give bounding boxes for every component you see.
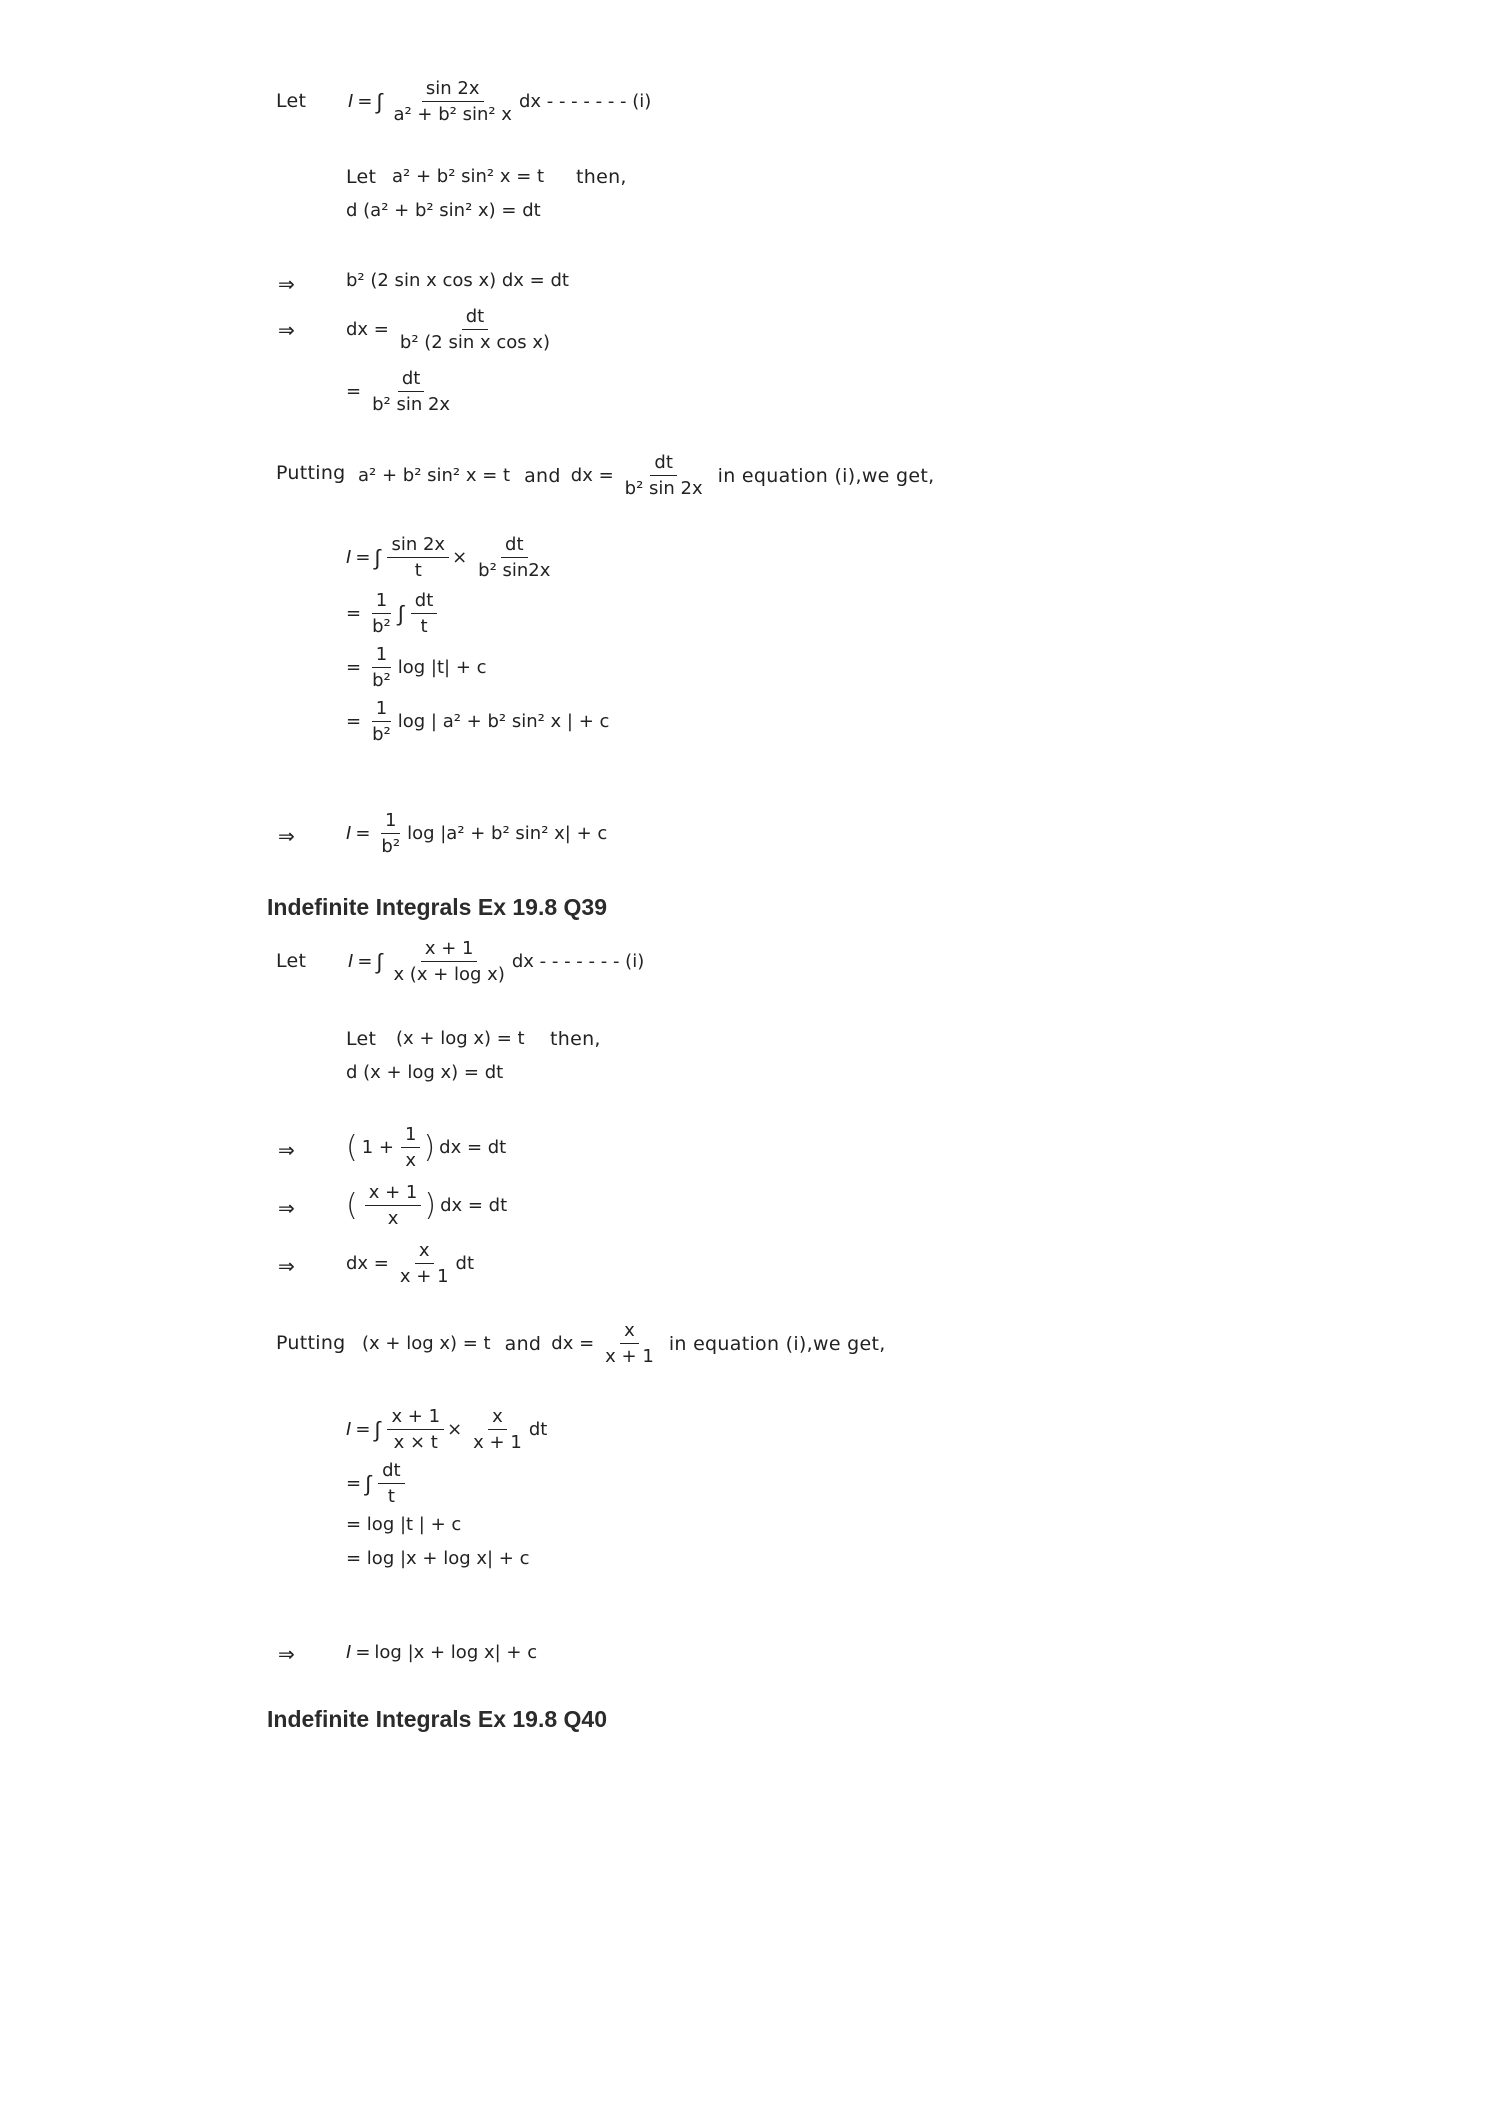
expression: log |x + log x| + c xyxy=(374,1642,538,1663)
fraction xyxy=(368,698,395,745)
fraction xyxy=(621,452,707,499)
equals: = xyxy=(357,91,373,112)
numerator: sin 2x xyxy=(422,78,484,102)
differential-line: d (a² + b² sin² x) = dt xyxy=(346,200,541,221)
fraction xyxy=(368,644,395,691)
numerator: dt xyxy=(501,534,527,558)
implies-arrow: ⇒ xyxy=(278,1642,295,1666)
denominator: t xyxy=(387,1486,395,1507)
and-label: and xyxy=(504,1332,542,1355)
var-I: I xyxy=(348,91,354,112)
dx-label: dx = xyxy=(551,1333,595,1354)
expression: log |a² + b² sin² x| + c xyxy=(407,823,608,844)
integral-sign: ∫ xyxy=(397,601,404,627)
expression: (x + log x) = t xyxy=(362,1333,491,1354)
equals: = xyxy=(355,823,371,844)
denominator: x + 1 xyxy=(605,1346,654,1367)
final-result xyxy=(346,1642,541,1663)
equals: = xyxy=(346,1473,362,1494)
expression: dt xyxy=(528,1419,548,1440)
and-label: and xyxy=(524,464,561,487)
substitution-expression: a² + b² sin² x = t xyxy=(392,166,545,187)
equals: = xyxy=(357,951,373,972)
var-I: I xyxy=(348,951,354,972)
denominator: x × t xyxy=(393,1432,438,1453)
fraction xyxy=(389,938,508,985)
result-1 xyxy=(346,534,557,581)
numerator: sin 2x xyxy=(387,534,449,558)
right-paren: ) xyxy=(423,1129,436,1165)
substitution-expression: (x + log x) = t xyxy=(396,1028,525,1049)
fraction xyxy=(401,1124,420,1171)
implies-arrow: ⇒ xyxy=(278,1196,295,1220)
substitution-let: Let xyxy=(346,1028,377,1050)
step-2 xyxy=(346,306,557,353)
step-1 xyxy=(346,1124,510,1171)
numerator: 1 xyxy=(372,644,391,668)
denominator: x + 1 xyxy=(473,1432,522,1453)
numerator: dt xyxy=(398,368,424,392)
integral-sign: ∫ xyxy=(374,545,381,571)
var-I: I xyxy=(346,823,352,844)
expression: dx = dt xyxy=(439,1137,507,1158)
numerator: x + 1 xyxy=(365,1182,422,1206)
numerator: 1 xyxy=(401,1124,420,1148)
equals: = xyxy=(346,381,362,402)
fraction xyxy=(368,590,395,637)
numerator: dt xyxy=(650,452,676,476)
expression: log | a² + b² sin² x | + c xyxy=(397,711,610,732)
fraction xyxy=(474,534,554,581)
putting-label: Putting xyxy=(276,1332,346,1354)
implies-arrow: ⇒ xyxy=(278,272,295,296)
denominator: x + 1 xyxy=(399,1266,449,1287)
result-3: = log |t | + c xyxy=(346,1514,462,1535)
left-paren: ( xyxy=(346,1187,358,1223)
result-3 xyxy=(346,644,491,691)
expression: a² + b² sin² x = t xyxy=(358,465,511,486)
expression: dx = dt xyxy=(440,1195,508,1216)
fraction xyxy=(469,1406,526,1453)
fraction xyxy=(377,810,404,857)
step-2 xyxy=(346,1182,511,1229)
let-label: Let xyxy=(276,950,307,972)
final-result xyxy=(346,810,611,857)
integral-sign: ∫ xyxy=(374,1417,381,1443)
denominator: b² sin2x xyxy=(478,560,551,581)
fraction xyxy=(389,78,516,125)
denominator: b² xyxy=(381,836,401,857)
dx-label: dx = xyxy=(570,465,614,486)
fraction xyxy=(411,590,437,637)
fraction xyxy=(396,1240,453,1287)
denominator: x xyxy=(405,1150,417,1171)
denominator: b² xyxy=(372,616,391,637)
expression: 1 + xyxy=(361,1137,394,1158)
fraction xyxy=(368,368,454,415)
fraction xyxy=(378,1460,404,1507)
numerator: x xyxy=(415,1240,434,1264)
denominator: t xyxy=(420,616,428,637)
denominator: x xyxy=(387,1208,399,1229)
denominator: a² + b² sin² x xyxy=(393,104,512,125)
then-label: then, xyxy=(550,1028,601,1050)
result-4: = log |x + log x| + c xyxy=(346,1548,530,1569)
fraction xyxy=(387,1406,444,1453)
equals: = xyxy=(355,1419,371,1440)
equation-i xyxy=(348,78,655,125)
equals: = xyxy=(346,711,362,732)
var-I: I xyxy=(346,1642,352,1663)
equation-tag: dx - - - - - - - (i) xyxy=(518,91,652,112)
step-3 xyxy=(346,368,457,415)
numerator: x + 1 xyxy=(387,1406,444,1430)
step-3 xyxy=(346,1240,478,1287)
section-heading-q39: Indefinite Integrals Ex 19.8 Q39 xyxy=(267,894,608,920)
left-paren: ( xyxy=(346,1129,358,1165)
equals: = xyxy=(355,547,371,568)
denominator: b² xyxy=(372,724,391,745)
result-2 xyxy=(346,590,440,637)
putting-line xyxy=(362,1320,890,1367)
putting-tail: in equation (i),we get, xyxy=(717,464,935,487)
numerator: x + 1 xyxy=(421,938,478,962)
dx-label: dx = xyxy=(346,1253,389,1274)
equation-i xyxy=(348,938,648,985)
numerator: dt xyxy=(462,306,488,330)
times: × xyxy=(452,547,468,568)
denominator: b² (2 sin x cos x) xyxy=(399,332,551,353)
numerator: x xyxy=(488,1406,507,1430)
equals: = xyxy=(346,603,362,624)
denominator: t xyxy=(414,560,422,581)
numerator: 1 xyxy=(372,590,391,614)
integral-sign: ∫ xyxy=(376,949,383,975)
fraction xyxy=(601,1320,658,1367)
equation-tag: dx - - - - - - - (i) xyxy=(511,951,645,972)
numerator: dt xyxy=(378,1460,404,1484)
equals: = xyxy=(355,1642,371,1663)
equals: = xyxy=(346,657,362,678)
then-label: then, xyxy=(576,166,627,188)
fraction xyxy=(365,1182,422,1229)
numerator: x xyxy=(620,1320,639,1344)
times: × xyxy=(447,1419,463,1440)
implies-arrow: ⇒ xyxy=(278,1254,295,1278)
denominator: b² sin 2x xyxy=(624,478,703,499)
denominator: x (x + log x) xyxy=(393,964,505,985)
result-4 xyxy=(346,698,613,745)
step-1: b² (2 sin x cos x) dx = dt xyxy=(346,270,569,291)
integral-sign: ∫ xyxy=(365,1471,372,1497)
putting-label: Putting xyxy=(276,462,346,484)
implies-arrow: ⇒ xyxy=(278,1138,295,1162)
numerator: dt xyxy=(411,590,437,614)
result-1 xyxy=(346,1406,551,1453)
expression: log |t| + c xyxy=(397,657,487,678)
putting-tail: in equation (i),we get, xyxy=(668,1332,886,1355)
fraction xyxy=(387,534,449,581)
section-heading-q40: Indefinite Integrals Ex 19.8 Q40 xyxy=(267,1706,608,1732)
numerator: 1 xyxy=(381,810,400,834)
implies-arrow: ⇒ xyxy=(278,824,295,848)
denominator: b² xyxy=(372,670,391,691)
substitution-let: Let xyxy=(346,166,377,188)
var-I: I xyxy=(346,1419,352,1440)
putting-line xyxy=(358,452,938,499)
var-I: I xyxy=(346,547,352,568)
right-paren: ) xyxy=(424,1187,437,1223)
let-label: Let xyxy=(276,90,307,112)
expression: dt xyxy=(455,1253,475,1274)
dx-label: dx = xyxy=(346,319,389,340)
differential-line: d (x + log x) = dt xyxy=(346,1062,504,1083)
implies-arrow: ⇒ xyxy=(278,318,295,342)
fraction xyxy=(396,306,554,353)
integral-sign: ∫ xyxy=(376,89,383,115)
result-2 xyxy=(346,1460,408,1507)
numerator: 1 xyxy=(372,698,391,722)
denominator: b² sin 2x xyxy=(372,394,451,415)
